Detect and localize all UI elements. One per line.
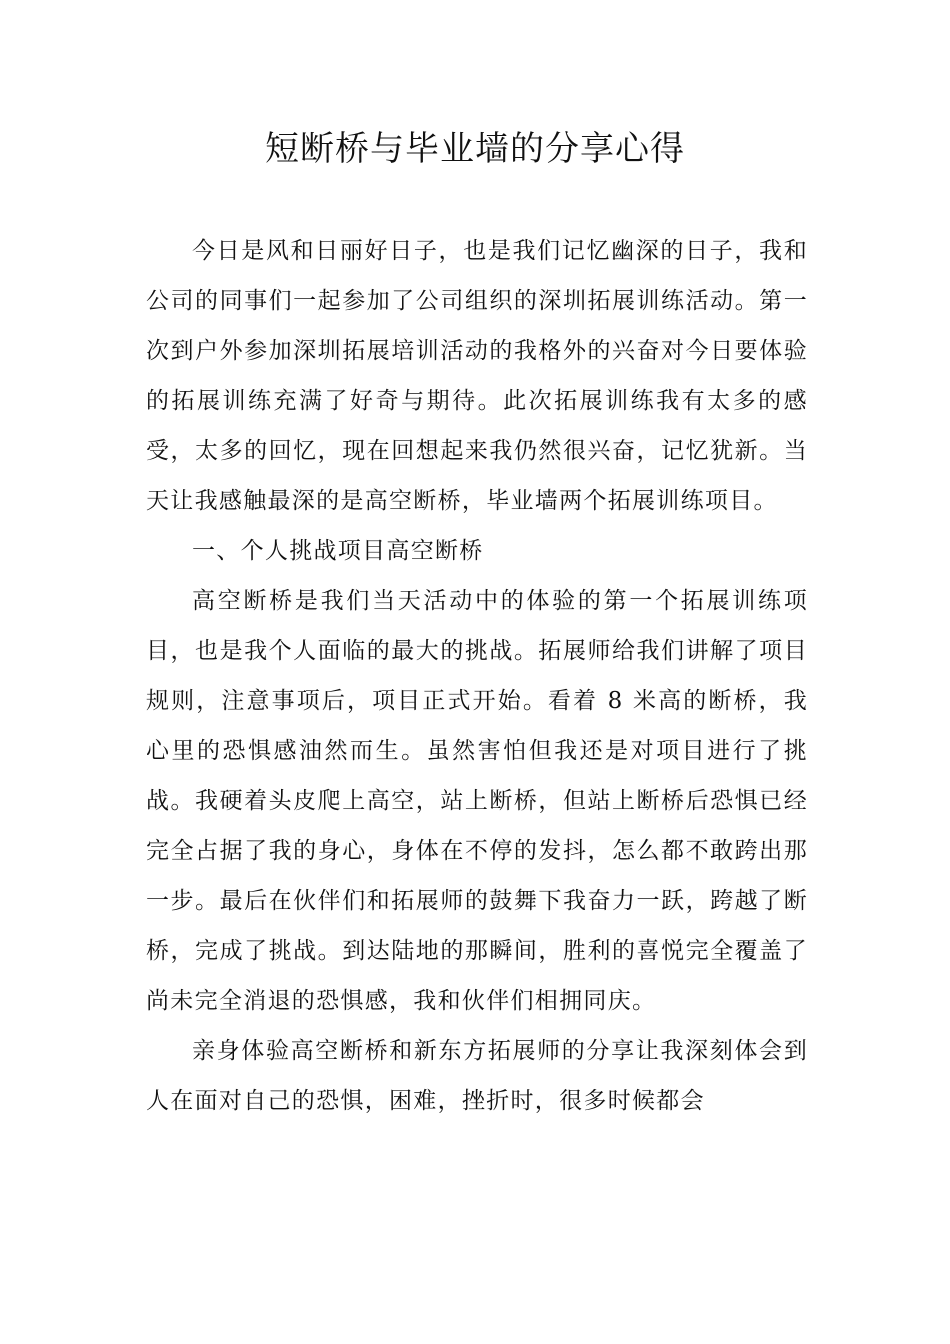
paragraph-bridge-story: 高空断桥是我们当天活动中的体验的第一个拓展训练项目，也是我个人面临的最大的挑战。拓展师给我们讲解了项目规则，注意事项后，项目正式开始。看着 8 米高的断桥，我心里的恐惧感油然而生。虽然害怕但我还是对项目进行了挑战。我硬着头皮爬上高空，站上断桥，但站上断桥后恐惧已经完全占据了我的身心，身体在不停的发抖，怎么都不敢跨出那一步。最后在伙伴们和拓展师的鼓舞下我奋力一跃，跨越了断桥，完成了挑战。到达陆地的那瞬间，胜利的喜悦完全覆盖了尚未完全消退的恐惧感，我和伙伴们相拥同庆。 xyxy=(146,588,808,1014)
document-body xyxy=(146,226,808,1126)
paragraph-reflection: 亲身体验高空断桥和新东方拓展师的分享让我深刻体会到人在面对自己的恐惧，困难，挫折时，很多时候都会 xyxy=(146,1038,808,1114)
document-title: 短断桥与毕业墙的分享心得 xyxy=(265,129,685,169)
paragraph-intro: 今日是风和日丽好日子，也是我们记忆幽深的日子，我和公司的同事们一起参加了公司组织的深圳拓展训练活动。第一次到户外参加深圳拓展培训活动的我格外的兴奋对今日要体验的拓展训练充满了好奇与期待。此次拓展训练我有太多的感受，太多的回忆，现在回想起来我仍然很兴奋，记忆犹新。当天让我感触最深的是高空断桥，毕业墙两个拓展训练项目。 xyxy=(146,238,808,514)
section-heading-bridge: 一、个人挑战项目高空断桥 xyxy=(192,538,484,564)
